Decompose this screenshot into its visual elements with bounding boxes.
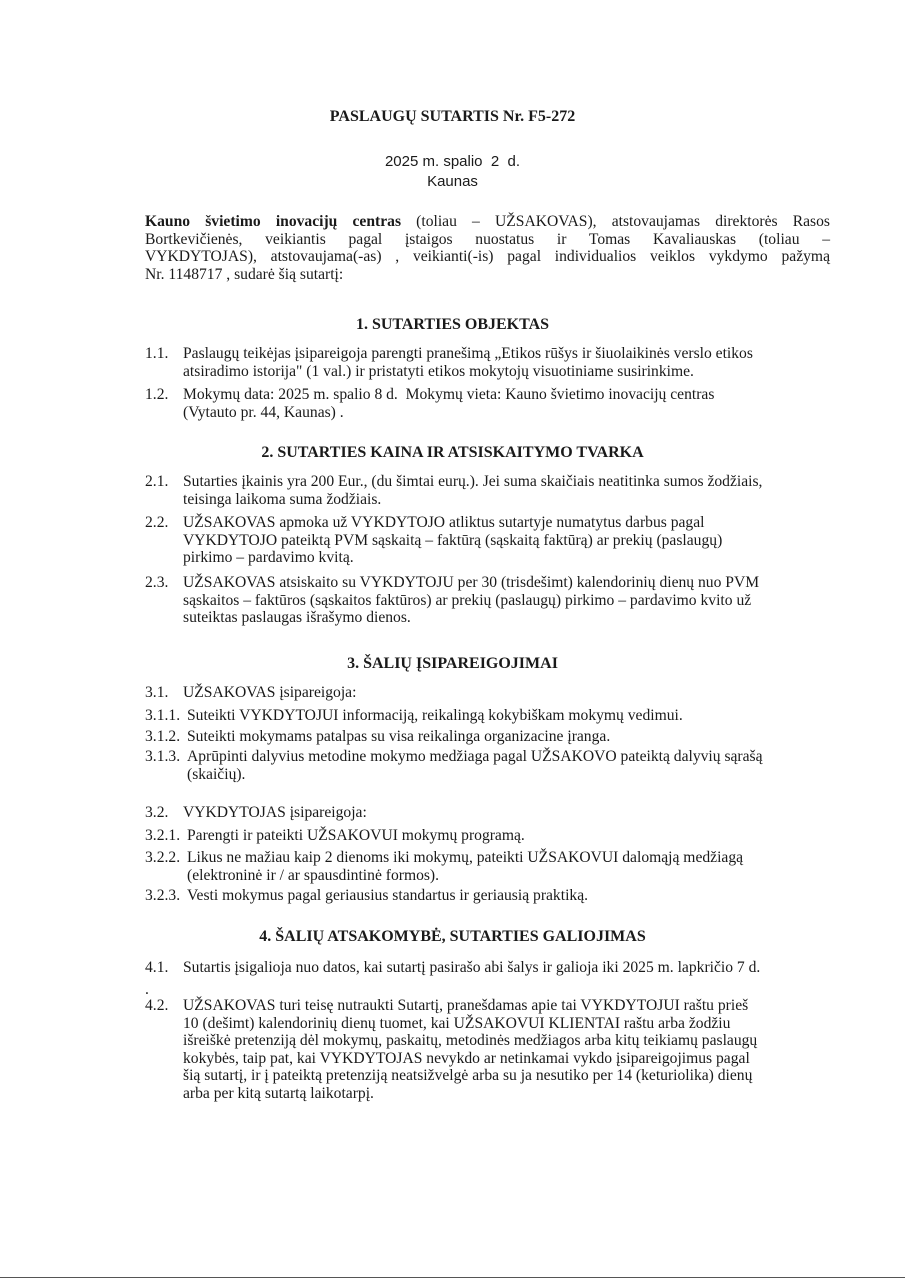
clause-line: Paslaugų teikėjas įsipareigoja parengti pranešimą „Etikos rūšys ir šiuolaikinės verslo etikos: [183, 345, 753, 362]
clause-number: 3.1.: [145, 684, 169, 701]
clause-number: 1.1.: [145, 345, 169, 362]
clause-number: 3.2.1.: [145, 827, 181, 844]
intro-line-4: Nr. 1148717 , sudarė šią sutartį:: [145, 265, 344, 283]
clause-line: atsiradimo istorija" (1 val.) ir pristatyti etikos mokytojų visuotiniame susirinkime.: [183, 362, 694, 380]
clause-number: 2.3.: [145, 574, 169, 591]
clause-line: UŽSAKOVAS įsipareigoja:: [183, 684, 357, 701]
clause-number: 4.1.: [145, 959, 169, 976]
clause-line: Sutartis įsigalioja nuo datos, kai sutartį pasirašo abi šalys ir galioja iki 2025 m. lapkričio 7 d.: [183, 959, 761, 976]
clause-line: sąskaitos – faktūros (sąskaitos faktūros) ar prekių (paslaugų) pirkimo – pardavimo kvito už: [183, 591, 752, 609]
clause-number: 3.2.2.: [145, 849, 181, 866]
clause-line: arba per kitą sutartą laikotarpį.: [183, 1084, 374, 1102]
clause-line: UŽSAKOVAS turi teisę nutraukti Sutartį, pranešdamas apie tai VYKDYTOJUI raštu prieš: [183, 997, 749, 1014]
clause-number: 2.1.: [145, 473, 169, 490]
clause-number: 3.1.3.: [145, 748, 181, 765]
clause-line: UŽSAKOVAS atsiskaito su VYKDYTOJU per 30 (trisdešimt) kalendorinių dienų nuo PVM: [183, 574, 760, 591]
clause-line: išreiškė pretenziją dėl mokymų, paskaitų, metodinės medžiagos arba kitų teikiamų paslaugų: [183, 1032, 758, 1049]
clause-line: VYKDYTOJO pateiktą PVM sąskaitą – faktūrą (sąskaitą faktūrą) ar prekių (paslaugų): [183, 531, 723, 549]
clause-line: 10 (dešimt) kalendorinių dienų tuomet, kai UŽSAKOVUI KLIENTAI raštu arba žodžiu: [183, 1014, 731, 1032]
clause-line: pirkimo – pardavimo kvitą.: [183, 549, 354, 566]
party-name: Kauno švietimo inovacijų centras: [145, 213, 402, 230]
section-1-heading: 1. SUTARTIES OBJEKTAS: [355, 316, 550, 333]
clause-line: teisinga laikoma suma žodžiais.: [183, 490, 382, 508]
clause-line: Likus ne mažiau kaip 2 dienoms iki mokymų, pateikti UŽSAKOVUI dalomąją medžiagą: [187, 849, 744, 866]
stray-dot: .: [145, 981, 149, 998]
clause-number: 2.2.: [145, 514, 169, 531]
clause-number: 3.2.: [145, 804, 169, 821]
intro-line-3: VYKDYTOJAS), atstovaujama(-as) , veikianti(-is) pagal individualios veiklos vykdymo pažymą: [145, 248, 830, 265]
clause-number: 3.2.3.: [145, 887, 181, 904]
clause-line: Suteikti VYKDYTOJUI informaciją, reikalingą kokybiškam mokymų vedimui.: [187, 707, 683, 724]
clause-line: Mokymų data: 2025 m. spalio 8 d. Mokymų vieta: Kauno švietimo inovacijų centras: [183, 386, 715, 403]
intro-line-1: (toliau – UŽSAKOVAS), atstovaujamas direktorės Rasos: [401, 213, 830, 230]
clause-line: Suteikti mokymams patalpas su visa reikalinga organizacine įranga.: [187, 728, 611, 745]
clause-line: šią sutartį, ir į pateiktą pretenziją neatsižvelgė arba su ja nesutiko per 14 (keturiolika) dienų: [183, 1067, 753, 1084]
contract-city: Kaunas: [427, 173, 478, 190]
clause-line: Sutarties įkainis yra 200 Eur., (du šimtai eurų.). Jei suma skaičiais neatitinka sumos žodžiais,: [183, 473, 763, 490]
section-2-heading: 2. SUTARTIES KAINA IR ATSISKAITYMO TVARKA: [261, 444, 644, 461]
clause-line: (Vytauto pr. 44, Kaunas) .: [183, 403, 344, 421]
clause-number: 3.1.2.: [145, 728, 181, 745]
clause-line: VYKDYTOJAS įsipareigoja:: [183, 804, 367, 821]
section-4-heading: 4. ŠALIŲ ATSAKOMYBĖ, SUTARTIES GALIOJIMAS: [259, 928, 646, 945]
clause-line: (elektroninė ir / ar spausdintinė formos).: [187, 866, 440, 884]
clause-number: 1.2.: [145, 386, 169, 403]
clause-number: 4.2.: [145, 997, 169, 1014]
clause-line: UŽSAKOVAS apmoka už VYKDYTOJO atliktus sutartyje numatytus darbus pagal: [183, 514, 705, 531]
date-place-block: [0, 152, 905, 192]
contract-date: 2025 m. spalio 2 d.: [384, 153, 521, 170]
page-bottom-rule: [0, 1277, 905, 1278]
intro-line-2: Bortkevičienės, veikiantis pagal įstaigos nuostatus ir Tomas Kavaliauskas (toliau –: [145, 230, 830, 248]
intro-paragraph: [145, 213, 830, 283]
section-3-heading: 3. ŠALIŲ ĮSIPAREIGOJIMAI: [347, 655, 558, 672]
clause-line: Vesti mokymus pagal geriausius standartus ir geriausią praktiką.: [187, 887, 589, 904]
clause-line: Aprūpinti dalyvius metodine mokymo medžiaga pagal UŽSAKOVO pateiktą dalyvių sąrašą: [187, 748, 763, 765]
clause-number: 3.1.1.: [145, 707, 181, 724]
clause-line: suteiktas paslaugas išrašymo dienos.: [183, 609, 411, 626]
clause-line: (skaičių).: [187, 765, 246, 783]
contract-title: PASLAUGŲ SUTARTIS Nr. F5-272: [329, 108, 576, 125]
clause-line: kokybės, taip pat, kai VYKDYTOJAS nevykdo ar netinkamai vykdo įsipareigojimus pagal: [183, 1049, 750, 1067]
clause-line: Parengti ir pateikti UŽSAKOVUI mokymų programą.: [187, 827, 525, 844]
